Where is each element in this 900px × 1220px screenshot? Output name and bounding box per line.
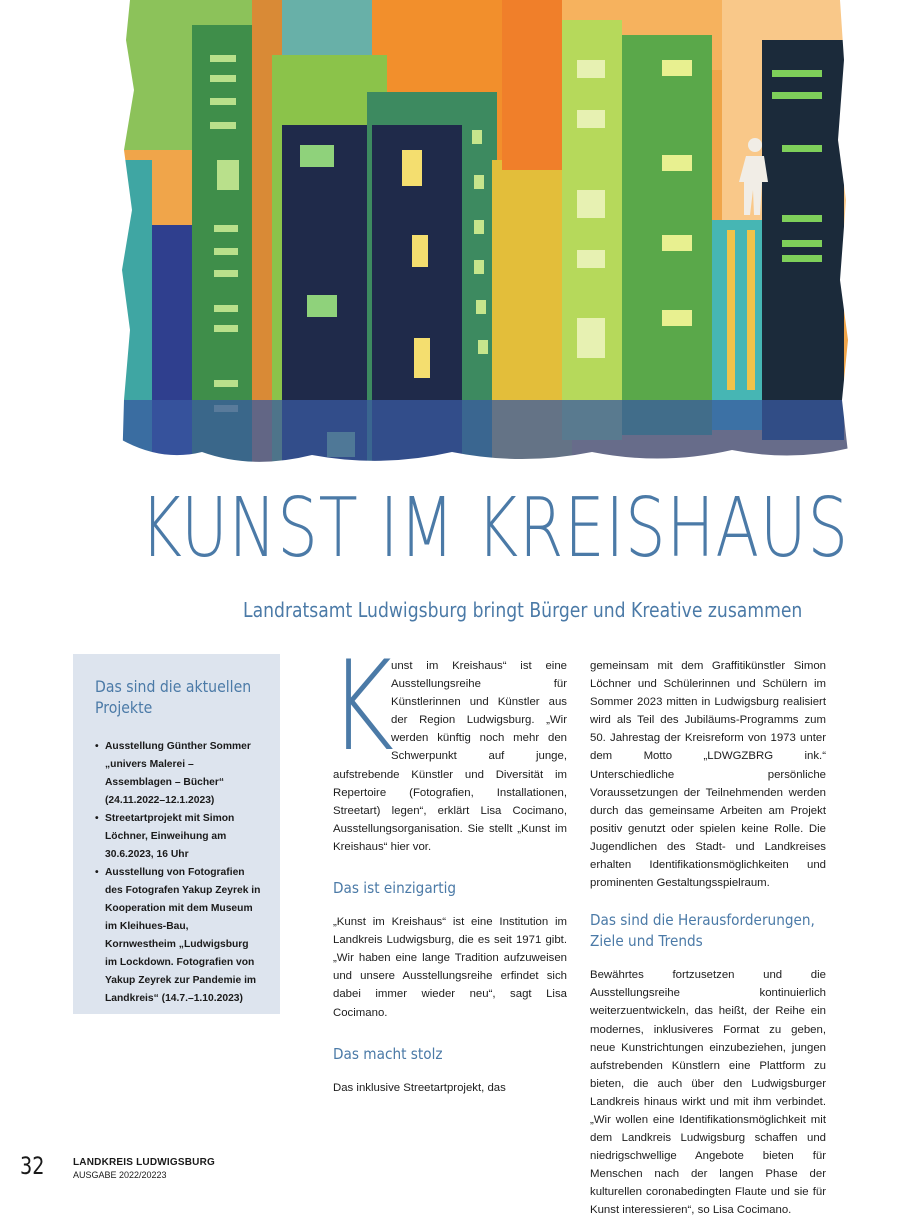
section-challenges-text: Bewährtes fortzusetzen und die Ausstellungsreihe kontinuierlich weiterzuentwickeln, das heißt, der Reihe ein modernes, inklusiveres Format zu geben, neue Kunstrichtungen einzubeziehen, jungen aufstrebenden Künstlern eine Plattform zu bieten, die auch über den Ludwigsburger Landkreis hinaus wirkt und mit ihm verbindet. „Wir wollen eine Identifikationsmöglichkeit mit dem Landkreis Ludwigsburg schaffen und niedrigschwellige Angebote bieten für Menschen nach der langen Phase der kulturellen coronabedingten Flaute und sie für Kunst interessieren“, so Lisa Cocimano. (590, 969, 826, 1217)
section-heading-line-2: Ziele und Trends (590, 932, 703, 951)
issue-label: AUSGABE 2022/20223 (73, 1170, 167, 1180)
article-column-1 (329, 635, 567, 1097)
sidebar-title-line-1: Das sind die aktuellen (95, 677, 252, 696)
page-number: 32 (20, 1152, 45, 1180)
city-buildings-painting (122, 0, 850, 470)
publication-name: LANDKREIS LUDWIGSBURG (73, 1157, 215, 1168)
project-item: • Streetartprojekt mit Simon Löchner, Einweihung am 30.6.2023, 16 Uhr (95, 810, 262, 864)
page-title (140, 481, 849, 576)
drop-cap: K (329, 635, 395, 779)
cover-painting (122, 0, 850, 470)
intro-paragraph: unst im Kreishaus“ ist eine Ausstellungsreihe für Künstlerinnen und Künstler aus der Region Ludwigsburg. „Wir werden künftig noch mehr den Schwerpunkt auf junge, aufstrebende Künstler und Diversität im Repertoire (Fotografien, Installationen, Streetart) legen“, erklärt Lisa Cocimano, Ausstellungsorganisation. Sie stellt „Kunst im Kreishaus“ hier vor. (333, 660, 567, 853)
projects-list (95, 738, 262, 1008)
section-proud-text: Das inklusive Streetartprojekt, das (333, 1081, 506, 1094)
project-item: • Ausstellung Günther Sommer „univers Malerei – Assemblagen – Bücher“ (24.11.2022–12.1.2023) (95, 738, 262, 810)
article-column-2 (590, 657, 826, 1220)
page-subtitle: Landratsamt Ludwigsburg bringt Bürger und Kreative zusammen (243, 598, 803, 622)
section-proud-text-continued: gemeinsam mit dem Graffitikünstler Simon Löchner und Schülerinnen und Schülern im Sommer 2023 mitten in Ludwigsburg realisiert wird als Teil des Jubiläums-Programms zum 50. Jahrestag der Kreisreform von 1973 unter dem Motto „LDWGZBRG ink.“ Unterschiedliche persönliche Voraussetzungen der Teilnehmenden werden durch das gemeinsame Arbeiten am Projekt positiv genutzt oder spielen keine Rolle. Die Jugendlichen des Stadt- und Landkreises erhalten Identifikationsmöglichkeiten und prominenten Gestaltungsspielraum. (590, 660, 826, 890)
sidebar-title (95, 676, 262, 718)
sidebar-title-line-2: Projekte (95, 698, 153, 717)
section-heading-challenges (590, 910, 815, 952)
section-heading-line-1: Das sind die Herausforderungen, (590, 911, 815, 930)
section-heading-proud: Das macht stolz (333, 1044, 443, 1063)
section-unique-text: „Kunst im Kreishaus“ ist eine Institution im Landkreis Ludwigsburg, die es seit 1971 gibt. „Wir haben eine lange Tradition aufzuweisen und unsere Ausstellungsreihe erfindet sich dabei immer wieder neu“, sagt Lisa Cocimano. (333, 916, 567, 1019)
projects-sidebar (73, 654, 280, 1014)
page-title-text: KUNST IM KREISHAUS (140, 481, 849, 576)
section-heading-unique: Das ist einzigartig (333, 879, 457, 898)
project-item: • Ausstellung von Fotografien des Fotografen Yakup Zeyrek in Kooperation mit dem Museum im Kleihues-Bau, Kornwestheim „Ludwigsburg im Lockdown. Fotografien von Yakup Zeyrek zur Pandemie im Landkreis“ (14.7.–1.10.2023) (95, 864, 262, 1008)
